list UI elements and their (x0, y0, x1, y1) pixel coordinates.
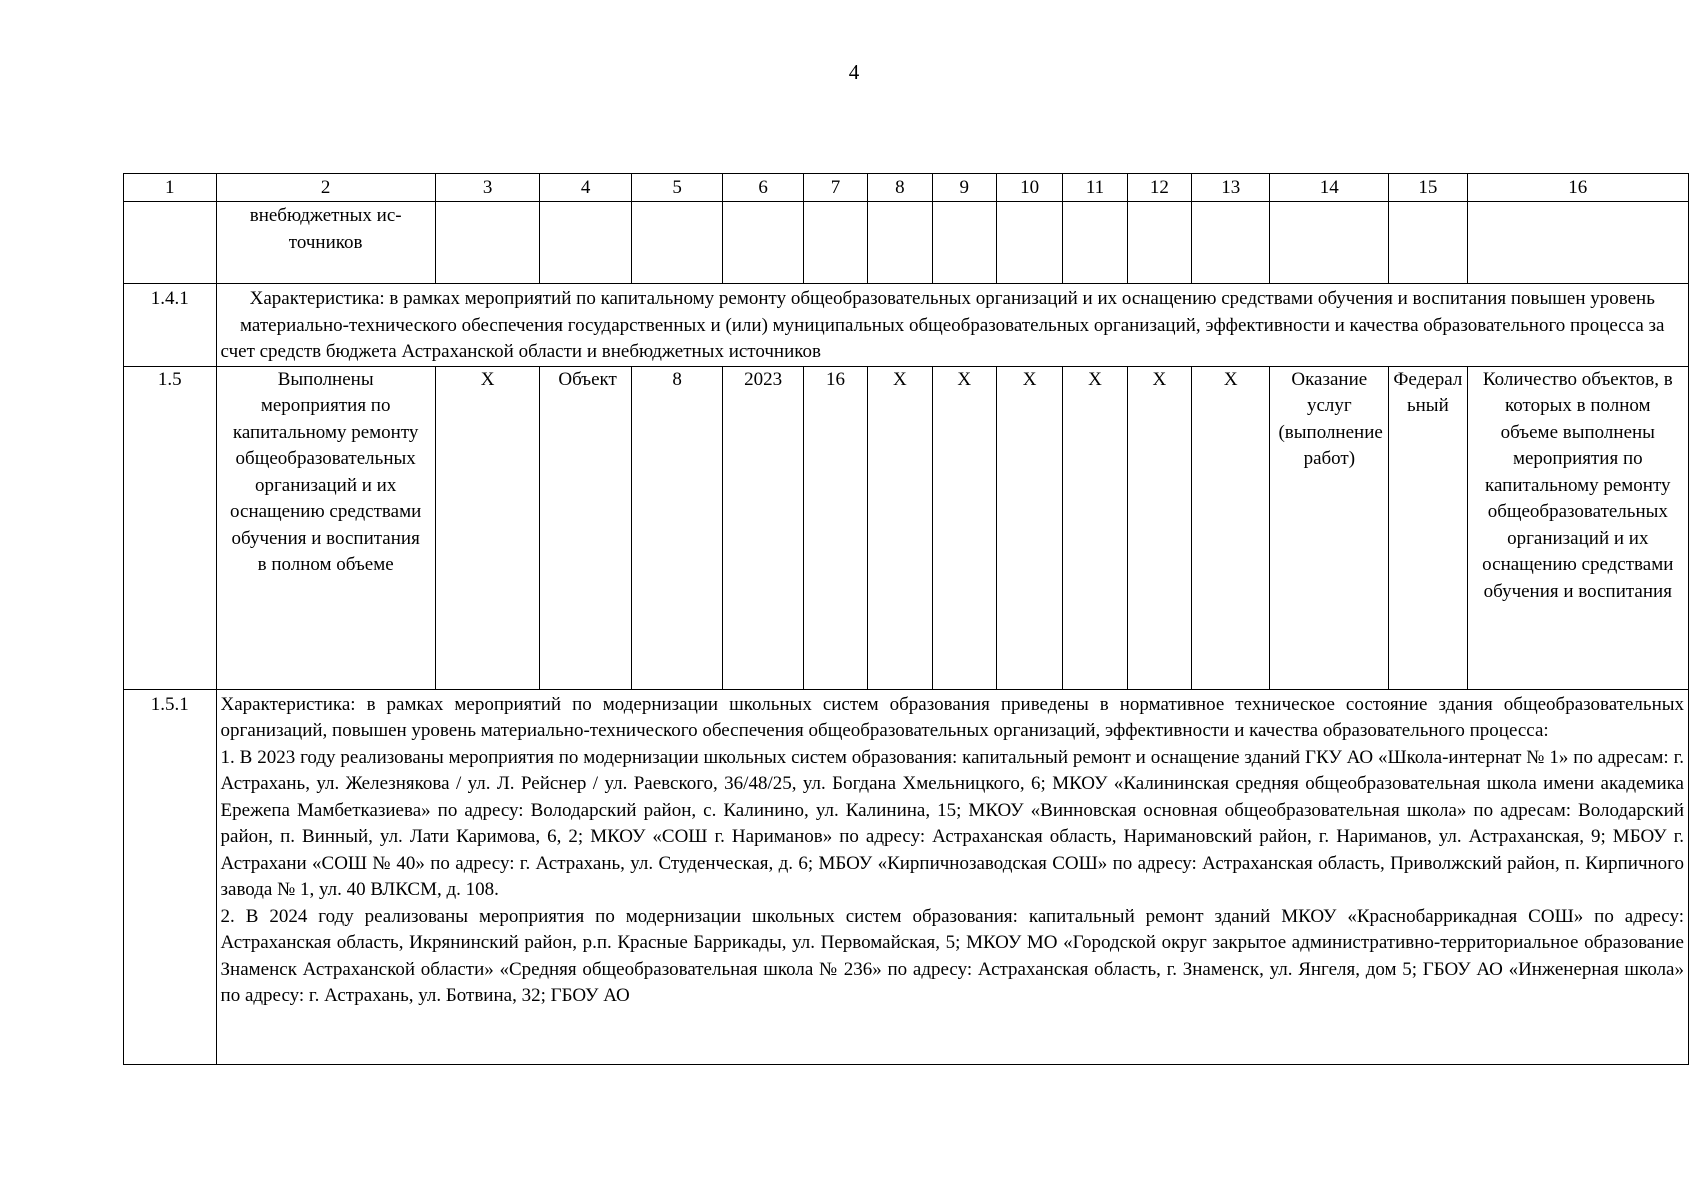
result-name: Выполнены мероприятия по капитальному ремонту общеобразовательных организаций и их оснащению средствами обучения и воспитания в полном объеме (216, 366, 435, 689)
table-cell (1127, 202, 1191, 284)
header-cell: 16 (1467, 174, 1688, 202)
table-cell: 8 (631, 366, 723, 689)
table-cell (868, 202, 932, 284)
unit-cell: Объект (540, 366, 632, 689)
page-number: 4 (848, 60, 860, 84)
header-cell: 10 (996, 174, 1062, 202)
header-cell: 1 (124, 174, 217, 202)
table-cell (631, 202, 723, 284)
continuation-text: внебюджетных ис-точников (216, 202, 435, 284)
table-cell (1270, 202, 1389, 284)
table-cell (1467, 202, 1688, 284)
table-header-row (124, 174, 1689, 202)
table-cell (1389, 202, 1467, 284)
row-number: 1.5.1 (124, 689, 217, 1064)
table-cell (996, 202, 1062, 284)
table-cell (1063, 202, 1127, 284)
characteristic-item: 1. В 2023 году реализованы мероприятия по модернизации школьных систем образования: капитальный ремонт и оснащение зданий ГКУ АО «Школа-интернат № 1» по адресам: г. Астрахань, ул. Железнякова / ул. Л. Рейснер / ул. Раевского, 36/48/25, ул. Богдана Хмельницкого, 6; МКОУ «Калининская средняя общеобразовательная школа имени академика Ережепа Мамбетказиева» по адресу: Володарский район, с. Калинино, ул. Калинина, 15; МКОУ «Винновская основная общеобразовательная школа» по адресам: Володарский район, п. Винный, ул. Лати Каримова, 6, 2; МКОУ «СОШ г. Нариманов» по адресу: Астраханская область, Наримановский район, г. Нариманов, ул. Астраханская, 9; МБОУ г. Астрахани «СОШ № 40» по адресу: г. Астрахань, ул. Студенческая, д. 6; МБОУ «Кирпичнозаводская СОШ» по адресу: Астраханская область, Приволжский район, п. Кирпичного завода № 1, ул. 40 ВЛКСМ, д. 108. (220, 746, 1684, 900)
header-cell: 15 (1389, 174, 1467, 202)
level-cell: Федеральный (1389, 366, 1467, 689)
description-cell: Количество объектов, в которых в полном объеме выполнены мероприятия по капитальному ремонту общеобразовательных организаций и их оснащению средствами обучения и воспитания (1467, 366, 1688, 689)
header-cell: 11 (1063, 174, 1127, 202)
characteristic-intro: Характеристика: в рамках мероприятий по модернизации школьных систем образования приведены в нормативное техническое состояние здания общеобразовательных организаций, повышен уровень материально-технического обеспечения общеобразовательных организаций, эффективности и качества образовательного процесса: (220, 693, 1684, 741)
table-row (124, 202, 1689, 284)
header-cell: 13 (1192, 174, 1270, 202)
header-cell: 6 (723, 174, 803, 202)
row-number: 1.5 (124, 366, 217, 689)
table-cell (1192, 202, 1270, 284)
header-cell: 9 (932, 174, 996, 202)
table-row (124, 284, 1689, 367)
table-cell: Х (1063, 366, 1127, 689)
table-cell: Х (996, 366, 1062, 689)
header-cell: 2 (216, 174, 435, 202)
header-cell: 4 (540, 174, 632, 202)
header-cell: 14 (1270, 174, 1389, 202)
table-row (124, 366, 1689, 689)
table-cell: Х (868, 366, 932, 689)
header-cell: 5 (631, 174, 723, 202)
header-cell: 3 (435, 174, 540, 202)
table-cell (932, 202, 996, 284)
table-cell: Х (1192, 366, 1270, 689)
header-cell: 8 (868, 174, 932, 202)
table-cell (540, 202, 632, 284)
table-cell (435, 202, 540, 284)
type-cell: Оказание услуг (выполнение работ) (1270, 366, 1389, 689)
year-cell: 2023 (723, 366, 803, 689)
table-cell (803, 202, 867, 284)
table-row (124, 689, 1689, 1064)
characteristic-item: 2. В 2024 году реализованы мероприятия по модернизации школьных систем образования: капитальный ремонт зданий МКОУ «Краснобаррикадная СОШ» по адресу: Астраханская область, Икрянинский район, р.п. Красные Баррикады, ул. Первомайская, 5; МКОУ МО «Городской округ закрытое административно-территориальное образование Знаменск Астраханской области» «Средняя общеобразовательная школа № 236» по адресу: Астраханская область, г. Знаменск, ул. Янгеля, дом 5; ГБОУ АО «Инженерная школа» по адресу: г. Астрахань, ул. Ботвина, 32; ГБОУ АО (220, 905, 1684, 1006)
table-cell (723, 202, 803, 284)
table-cell: Х (435, 366, 540, 689)
header-cell: 12 (1127, 174, 1191, 202)
header-cell: 7 (803, 174, 867, 202)
table-cell: Х (932, 366, 996, 689)
table-cell: Х (1127, 366, 1191, 689)
row-number: 1.4.1 (124, 284, 217, 367)
characteristic-text: Характеристика: в рамках мероприятий по капитальному ремонту общеобразовательных организаций и их оснащению средствами обучения и воспитания повышен уровень материально-технического обеспечения государственных и (или) муниципальных общеобразовательных организаций, эффективности и качества образовательного процесса за счет средств бюджета Астраханской области и внебюджетных источников (216, 284, 1688, 367)
indicators-table (123, 173, 1689, 1065)
table-cell: 16 (803, 366, 867, 689)
table-cell (124, 202, 217, 284)
characteristic-block (216, 689, 1688, 1064)
